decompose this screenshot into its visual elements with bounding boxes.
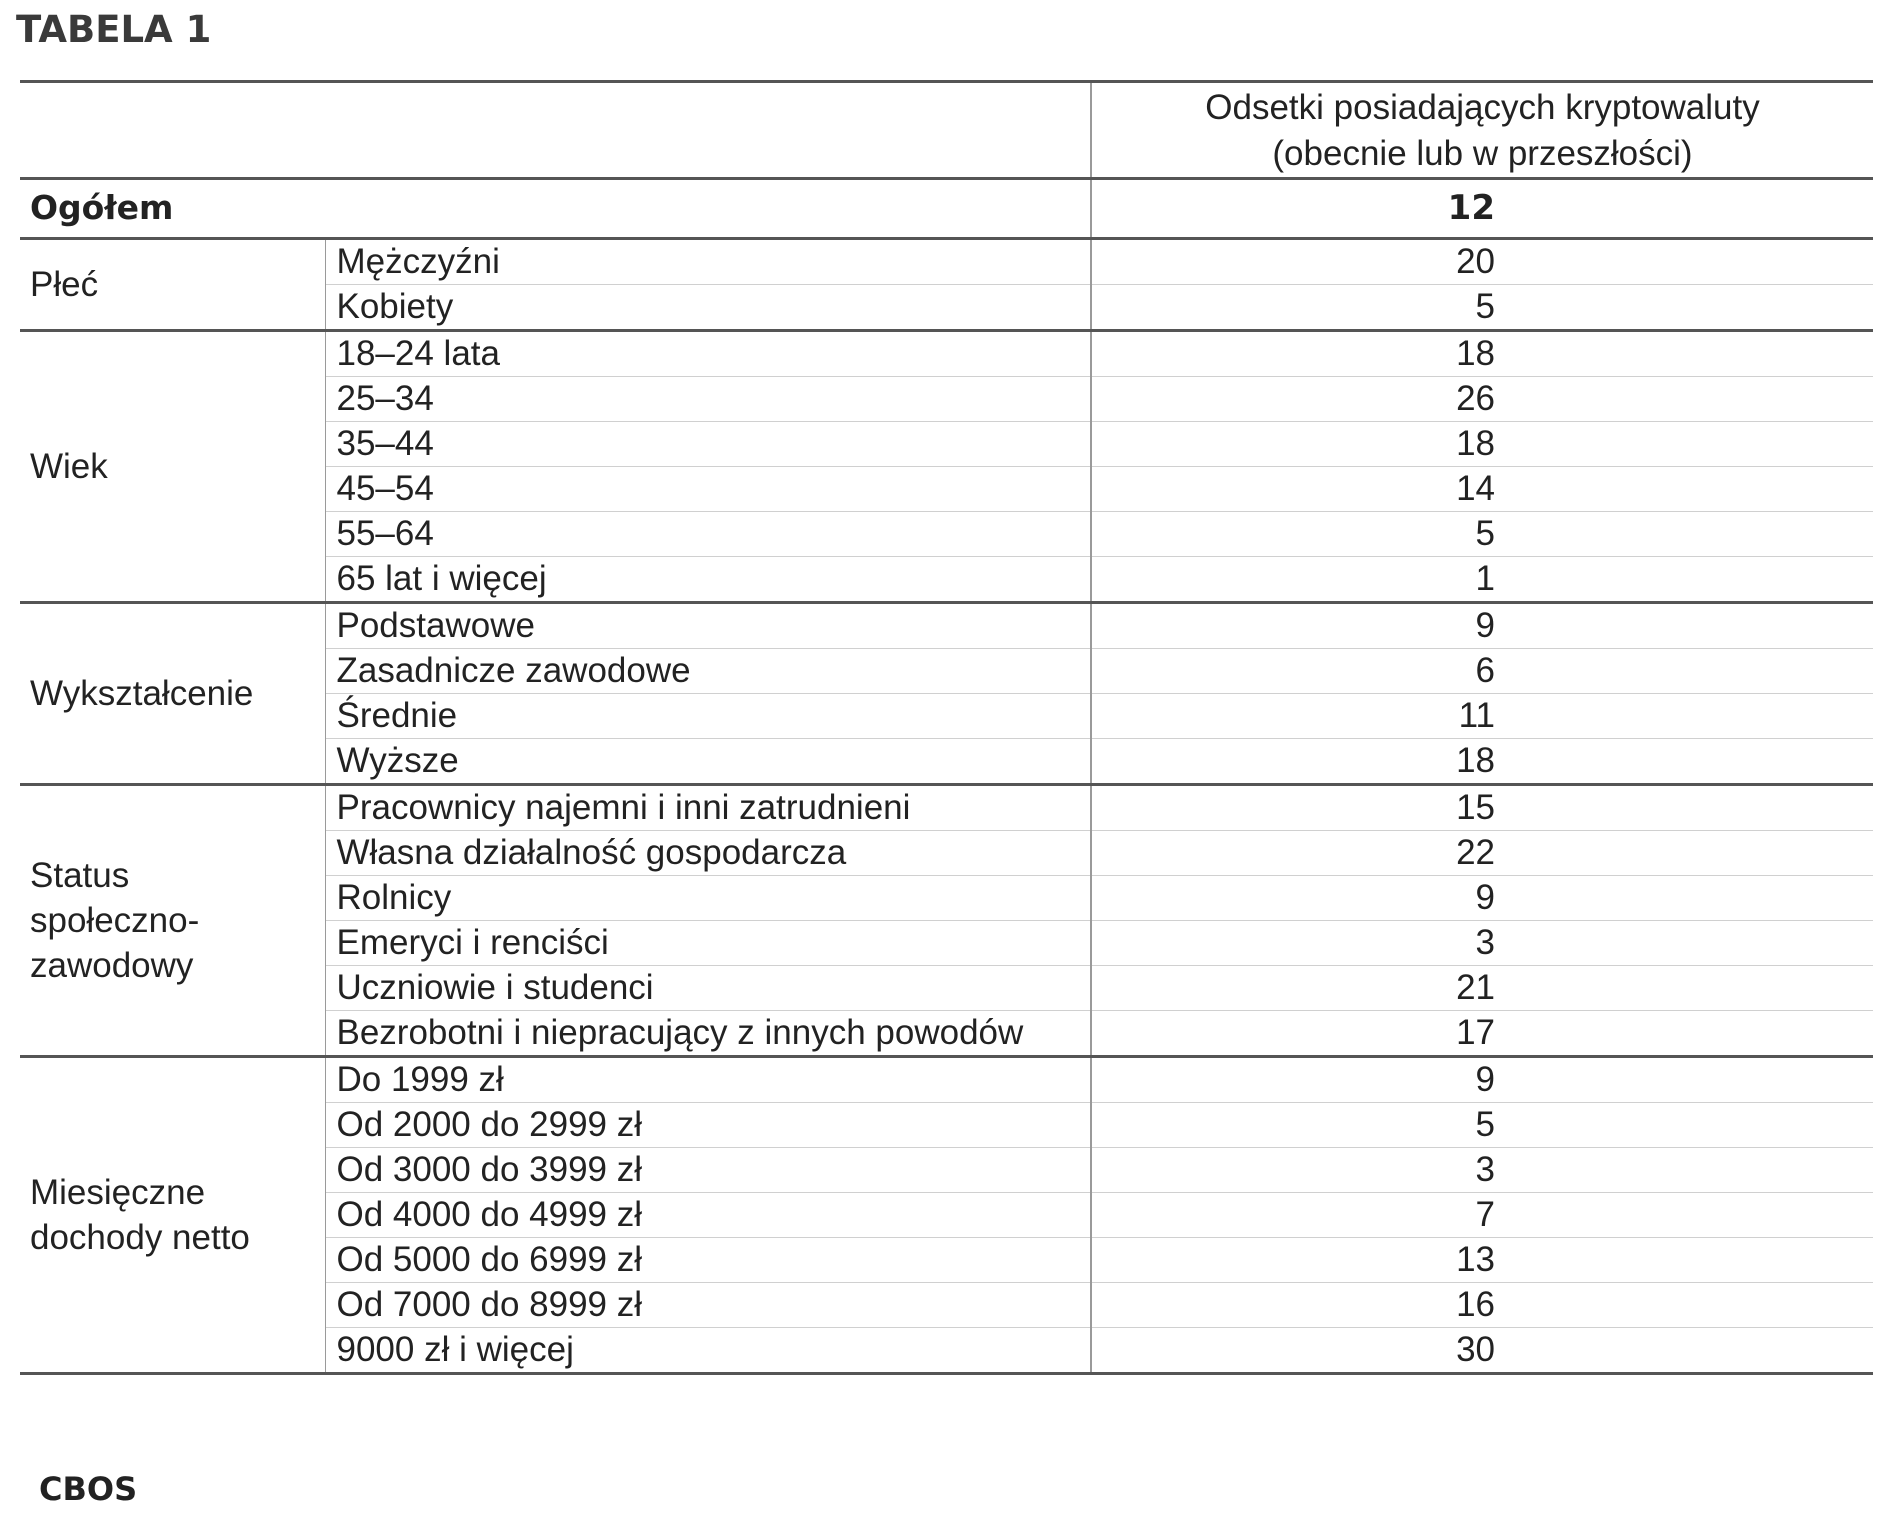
value-cell: 17	[1091, 1011, 1873, 1057]
group-label-line: Wiek	[30, 447, 108, 486]
value-cell: 6	[1091, 649, 1873, 694]
category-cell: 65 lat i więcej	[325, 557, 1091, 603]
category-cell: Od 2000 do 2999 zł	[325, 1103, 1091, 1148]
category-cell: Uczniowie i studenci	[325, 966, 1091, 1011]
category-cell: 45–54	[325, 467, 1091, 512]
value-cell: 20	[1091, 239, 1873, 285]
category-cell: Średnie	[325, 694, 1091, 739]
category-cell: Podstawowe	[325, 603, 1091, 649]
category-cell: Emeryci i renciści	[325, 921, 1091, 966]
table-row	[20, 331, 1873, 377]
column-header-line1: Odsetki posiadających kryptowaluty	[1205, 87, 1760, 127]
category-cell: Bezrobotni i niepracujący z innych powodów	[325, 1011, 1091, 1057]
category-cell: 35–44	[325, 422, 1091, 467]
table-row	[20, 603, 1873, 649]
value-cell: 9	[1091, 1057, 1873, 1103]
value-cell: 9	[1091, 603, 1873, 649]
category-cell: 18–24 lata	[325, 331, 1091, 377]
value-cell: 1	[1091, 557, 1873, 603]
category-cell: Od 4000 do 4999 zł	[325, 1193, 1091, 1238]
table-row	[20, 785, 1873, 831]
table-title: TABELA 1	[16, 8, 212, 51]
value-cell: 5	[1091, 285, 1873, 331]
value-cell: 26	[1091, 377, 1873, 422]
value-cell: 15	[1091, 785, 1873, 831]
value-cell: 16	[1091, 1283, 1873, 1328]
group-label	[20, 1057, 325, 1374]
column-header	[1091, 82, 1873, 179]
value-cell: 9	[1091, 876, 1873, 921]
value-cell: 22	[1091, 831, 1873, 876]
group-label	[20, 239, 325, 331]
group-label-line: Wykształcenie	[30, 674, 254, 713]
group-label-line: Status	[30, 856, 130, 895]
category-cell: Mężczyźni	[325, 239, 1091, 285]
value-cell: 13	[1091, 1238, 1873, 1283]
category-cell: Własna działalność gospodarcza	[325, 831, 1091, 876]
value-cell: 18	[1091, 422, 1873, 467]
category-cell: Od 7000 do 8999 zł	[325, 1283, 1091, 1328]
data-table	[20, 80, 1873, 1375]
value-cell: 3	[1091, 1148, 1873, 1193]
value-cell: 7	[1091, 1193, 1873, 1238]
value-cell: 5	[1091, 512, 1873, 557]
value-cell: 3	[1091, 921, 1873, 966]
group-label	[20, 785, 325, 1057]
group-label	[20, 331, 325, 603]
header-empty-cell	[20, 82, 1091, 179]
value-cell: 30	[1091, 1328, 1873, 1374]
total-value: 12	[1091, 179, 1873, 239]
source-label: CBOS	[39, 1470, 138, 1508]
category-cell: Zasadnicze zawodowe	[325, 649, 1091, 694]
total-row	[20, 179, 1873, 239]
group-label-line: społeczno-	[30, 901, 200, 940]
value-cell: 11	[1091, 694, 1873, 739]
category-cell: Rolnicy	[325, 876, 1091, 921]
table-row	[20, 1057, 1873, 1103]
category-cell: Od 3000 do 3999 zł	[325, 1148, 1091, 1193]
group-label-line: zawodowy	[30, 946, 194, 985]
group-label-line: dochody netto	[30, 1218, 250, 1257]
value-cell: 5	[1091, 1103, 1873, 1148]
category-cell: Kobiety	[325, 285, 1091, 331]
category-cell: 9000 zł i więcej	[325, 1328, 1091, 1374]
category-cell: Wyższe	[325, 739, 1091, 785]
category-cell: Do 1999 zł	[325, 1057, 1091, 1103]
group-label	[20, 603, 325, 785]
category-cell: Od 5000 do 6999 zł	[325, 1238, 1091, 1283]
table-header-row	[20, 82, 1873, 179]
table-row	[20, 239, 1873, 285]
value-cell: 14	[1091, 467, 1873, 512]
group-label-line: Płeć	[30, 265, 99, 304]
group-label-line: Miesięczne	[30, 1173, 206, 1212]
category-cell: 25–34	[325, 377, 1091, 422]
category-cell: Pracownicy najemni i inni zatrudnieni	[325, 785, 1091, 831]
total-label: Ogółem	[20, 179, 1091, 239]
value-cell: 18	[1091, 739, 1873, 785]
column-header-line2: (obecnie lub w przeszłości)	[1272, 133, 1693, 173]
value-cell: 21	[1091, 966, 1873, 1011]
value-cell: 18	[1091, 331, 1873, 377]
category-cell: 55–64	[325, 512, 1091, 557]
